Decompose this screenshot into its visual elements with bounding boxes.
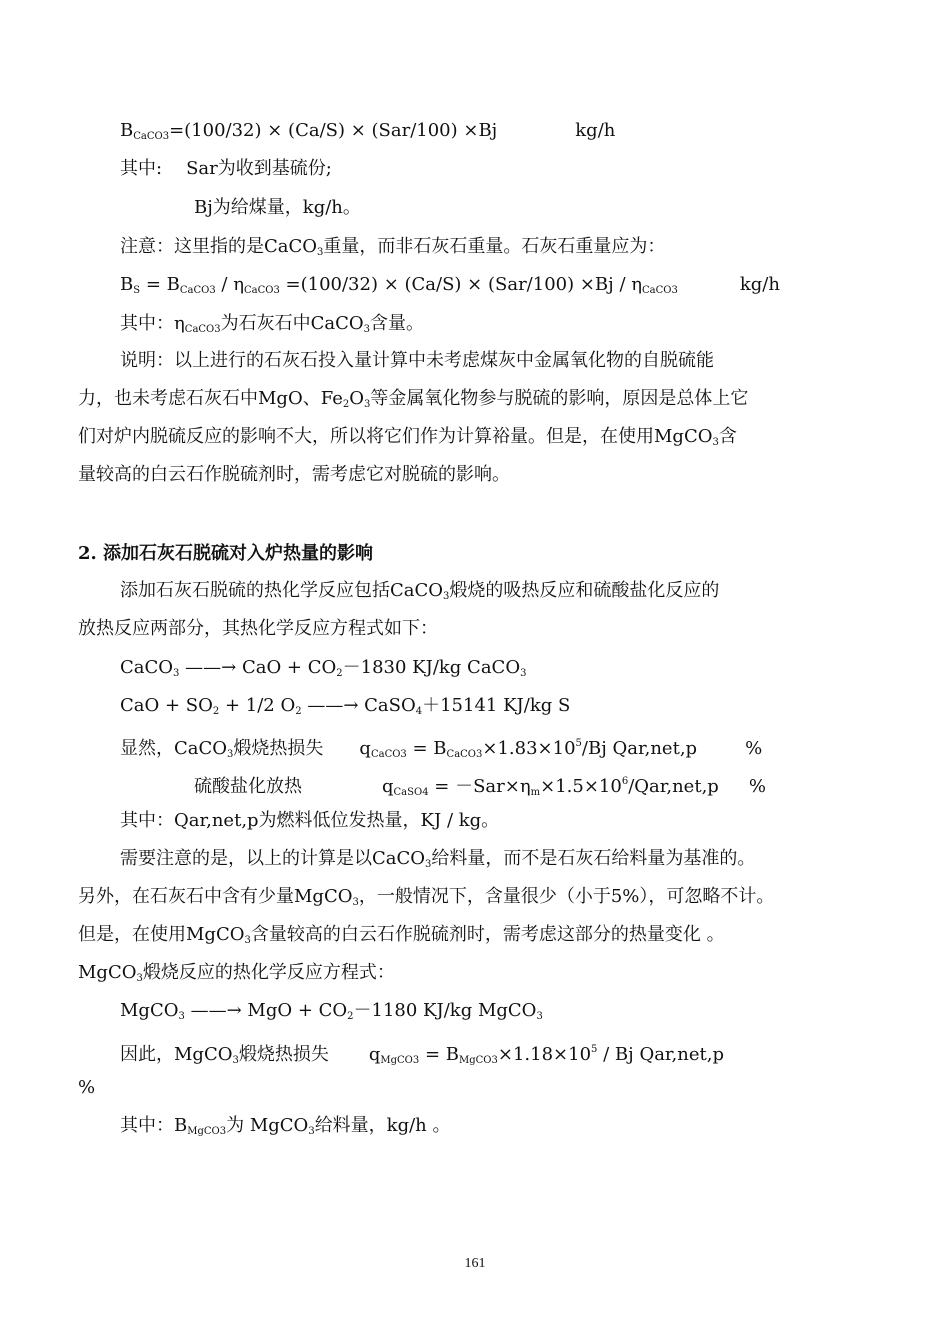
loss-subscript: MgCO3 (459, 1055, 498, 1066)
loss-text: 因此，MgCO (120, 1044, 233, 1065)
loss-text: 煅烧热损失 (238, 1044, 329, 1065)
eq-unit: kg/h (575, 120, 616, 141)
heat-loss-caco3 (120, 733, 762, 766)
para-subscript: 3 (244, 935, 251, 946)
rx-subscript: 2 (336, 668, 343, 679)
loss-text: ×1.83×10 (482, 738, 576, 759)
loss-text: 显然，CaCO (120, 738, 228, 759)
rx-subscript: 3 (536, 1011, 543, 1022)
page-number: 161 (464, 1256, 486, 1271)
loss-superscript: 5 (591, 1044, 598, 1055)
where-subscript: 3 (363, 324, 371, 335)
loss-subscript: m (530, 787, 541, 798)
explain-text: O (349, 388, 365, 409)
explain-line-2 (78, 388, 748, 416)
loss-subscript: CaCO3 (446, 749, 483, 760)
intro-text: 添加石灰石脱硫的热化学反应包括CaCO (120, 580, 444, 601)
para-text: 含量较高的白云石作脱硫剂时，需考虑这部分的热量变化 。 (250, 924, 725, 945)
heat-loss-mgco3-unit: % (78, 1077, 96, 1098)
para3-line-2 (78, 886, 774, 914)
loss-text: /Bj Qar,net,p (581, 738, 698, 759)
explain-subscript: 3 (712, 437, 719, 448)
explain-line-1: 说明：以上进行的石灰石投入量计算中未考虑煤灰中金属氧化物的自脱硫能 (120, 350, 714, 371)
rx-text: ——→ CaO + CO (179, 657, 337, 678)
loss-text: = B (406, 738, 447, 759)
explain-text: 力，也未考虑石灰石中MgO、Fe (78, 388, 343, 409)
loss-superscript: 5 (575, 738, 582, 749)
loss-text: q (359, 738, 371, 759)
rx-text: －1180 KJ/kg MgCO (353, 1000, 537, 1021)
note-text: 重量，而非石灰石重量。石灰石重量应为： (323, 236, 666, 257)
loss-subscript: 3 (232, 1055, 239, 1066)
loss-text: / Bj Qar,net,p (597, 1044, 725, 1065)
where-subscript: CaCO3 (184, 324, 221, 335)
intro-text: 煅烧的吸热反应和硫酸盐化反应的 (449, 580, 720, 601)
rx-text: ＋15141 KJ/kg S (422, 695, 571, 716)
where-eta (120, 313, 424, 341)
intro-line-1 (120, 580, 719, 608)
para-text: 煅烧反应的热化学反应方程式： (142, 962, 395, 983)
where-text: Sar为收到基硫份; (186, 158, 332, 179)
reaction-caco3 (120, 657, 526, 685)
para-subscript: 3 (425, 859, 432, 870)
heat-release-caso4 (194, 771, 766, 804)
rx-text: －1830 KJ/kg CaCO (342, 657, 521, 678)
explain-text: 等金属氧化物参与脱硫的影响，原因是总体上它 (370, 388, 749, 409)
eq-subscript: CaCO3 (133, 131, 170, 142)
where-qar: 其中：Qar,net,p为燃料低位发热量，KJ / kg。 (120, 810, 500, 831)
equation-b-caco3 (120, 120, 615, 148)
rx-text: + 1/2 O (219, 695, 296, 716)
loss-text: ×1.5×10 (540, 776, 622, 797)
loss-text: 硫酸盐化放热 (194, 776, 302, 797)
eq-subscript: S (133, 285, 141, 296)
section-heading: 2. 添加石灰石脱硫对入炉热量的影响 (78, 543, 374, 564)
where-text: 含量。 (370, 313, 425, 334)
rx-text: MgCO (120, 1000, 179, 1021)
reaction-cao (120, 695, 570, 723)
loss-subscript: CaCO3 (370, 749, 407, 760)
explain-subscript: 2 (342, 399, 350, 410)
loss-subscript: 3 (227, 749, 234, 760)
para3-line-3 (78, 924, 725, 952)
rx-subscript: 3 (173, 668, 180, 679)
where-bj: Bj为给煤量，kg/h。 (194, 197, 361, 218)
rx-text: CaCO (120, 657, 174, 678)
rx-text: ——→ CaSO (301, 695, 416, 716)
eq-text: = B (140, 274, 180, 295)
loss-subscript: MgCO3 (380, 1055, 420, 1066)
intro-subscript: 3 (443, 591, 450, 602)
eq-subscript: CaCO3 (179, 285, 216, 296)
eq-text: B (120, 274, 134, 295)
note-line (120, 236, 665, 264)
rx-subscript: 2 (212, 706, 220, 717)
loss-text: q (382, 776, 394, 797)
where-text: 其中：B (120, 1115, 188, 1136)
eq-subscript: CaCO3 (243, 285, 280, 296)
where-text: 给料量，kg/h 。 (314, 1115, 451, 1136)
where-text: 为 MgCO (226, 1115, 309, 1136)
loss-text: /Qar,net,p (628, 776, 719, 797)
where-bmgco3 (120, 1115, 451, 1143)
note-text: 注意：这里指的是CaCO (120, 236, 318, 257)
explain-line-3 (78, 426, 737, 454)
eq-text: =(100/32) × (Ca/S) × (Sar/100) ×Bj / η (279, 274, 643, 295)
explain-text: 们对炉内脱硫反应的影响不大，所以将它们作为计算裕量。但是，在使用MgCO (78, 426, 713, 447)
para-subscript: 3 (352, 897, 359, 908)
where-sar (120, 158, 332, 180)
rx-subscript: 2 (347, 1011, 354, 1022)
loss-subscript: CaSO4 (393, 787, 429, 798)
where-subscript: 3 (308, 1126, 315, 1137)
rx-subscript: 3 (178, 1011, 185, 1022)
equation-bs (120, 274, 780, 302)
loss-superscript: 6 (621, 776, 629, 787)
eq-text: / η (215, 274, 244, 295)
loss-text: = B (419, 1044, 460, 1065)
para-subscript: 3 (136, 973, 143, 984)
para3-line-1 (120, 848, 755, 876)
where-text: 为石灰石中CaCO (220, 313, 364, 334)
para-text: 给料量，而不是石灰石给料量为基准的。 (431, 848, 756, 869)
intro-line-2: 放热反应两部分，其热化学反应方程式如下： (78, 618, 438, 639)
where-text: 其中：η (120, 313, 185, 334)
eq-text: B (120, 120, 134, 141)
rx-subscript: 3 (520, 668, 527, 679)
loss-text: 煅烧热损失 (233, 738, 324, 759)
loss-unit: % (748, 776, 766, 797)
explain-text: 含 (718, 426, 737, 447)
where-label: 其中: (120, 158, 163, 179)
para-text: 需要注意的是，以上的计算是以CaCO (120, 848, 426, 869)
loss-unit: % (745, 738, 763, 759)
loss-text: ×1.18×10 (497, 1044, 592, 1065)
eq-unit: kg/h (739, 274, 780, 295)
explain-subscript: 3 (364, 399, 371, 410)
where-subscript: MgCO3 (187, 1126, 227, 1137)
rx-text: CaO + SO (120, 695, 213, 716)
reaction-mgco3 (120, 1000, 543, 1028)
loss-text: = －Sar×η (428, 776, 531, 797)
para3-line-4 (78, 962, 395, 990)
para-text: MgCO (78, 962, 137, 983)
rx-subscript: 4 (415, 706, 423, 717)
para-text: 但是，在使用MgCO (78, 924, 245, 945)
rx-text: ——→ MgO + CO (184, 1000, 348, 1021)
eq-subscript: CaCO3 (642, 285, 678, 296)
eq-text: =(100/32) × (Ca/S) × (Sar/100) ×Bj (169, 120, 498, 141)
para-text: ，一般情况下，含量很少（小于5%），可忽略不计。 (358, 886, 775, 907)
note-subscript: 3 (317, 247, 324, 258)
heat-loss-mgco3 (120, 1039, 724, 1072)
para-text: 另外，在石灰石中含有少量MgCO (78, 886, 353, 907)
rx-subscript: 2 (295, 706, 302, 717)
loss-text: q (368, 1044, 381, 1065)
explain-line-4: 量较高的白云石作脱硫剂时，需考虑它对脱硫的影响。 (78, 464, 510, 485)
